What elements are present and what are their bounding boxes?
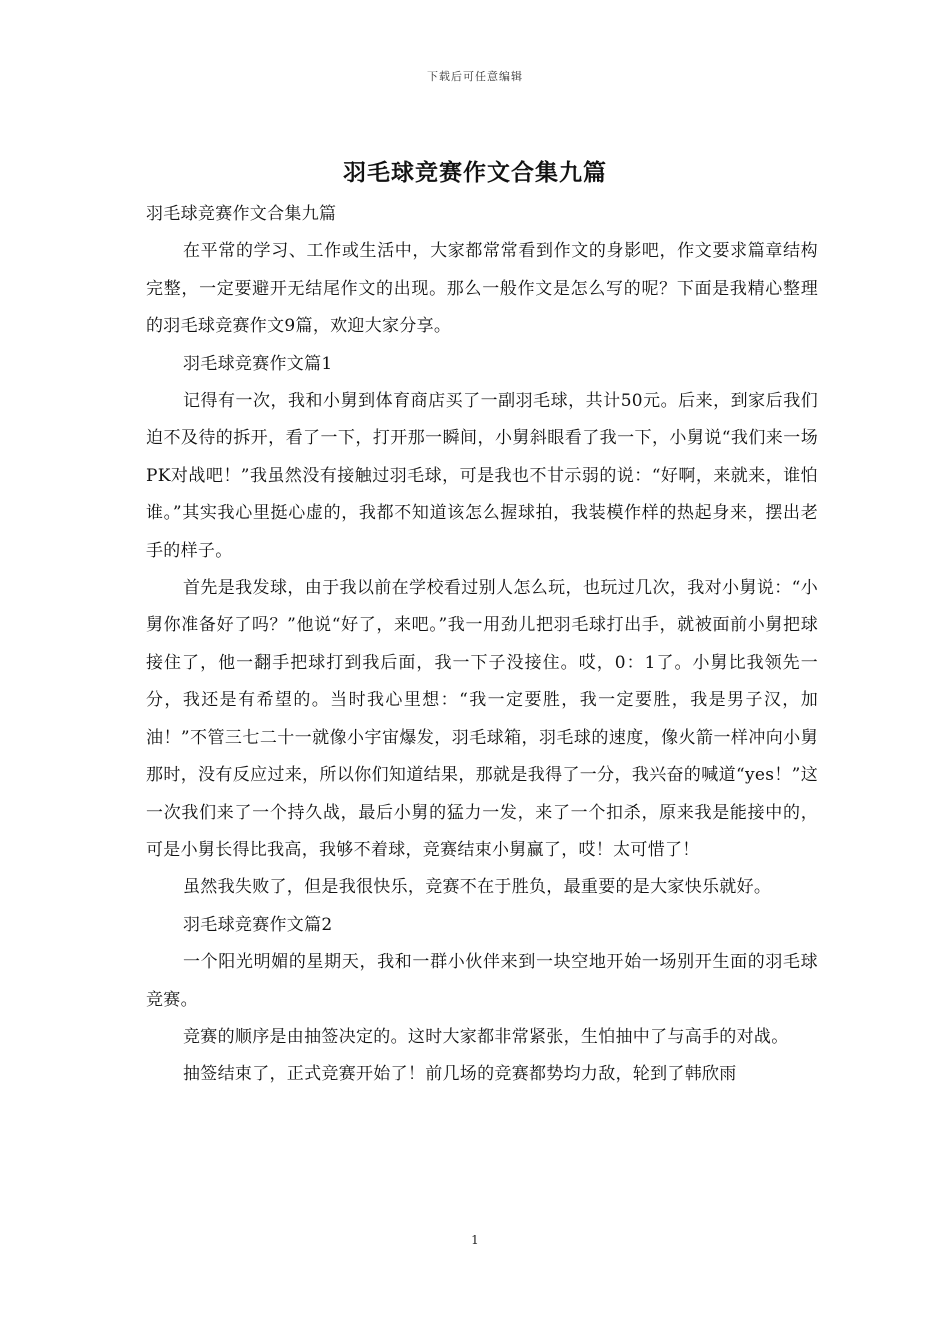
document-body [146,196,818,1094]
paragraph: 记得有一次，我和小舅到体育商店买了一副羽毛球，共计50元。后来，到家后我们迫不及待的拆开，看了一下，打开那一瞬间，小舅斜眼看了我一下，小舅说“我们来一场PK对战吧！”我虽然没有接触过羽毛球，可是我也不甘示弱的说：“好啊，来就来，谁怕谁。”其实我心里挺心虚的，我都不知道该怎么握球拍，我装模作样的热起身来，摆出老手的样子。 [146,391,818,561]
document-title: 羽毛球竞赛作文合集九篇 [343,159,607,186]
paragraph: 抽签结束了，正式竞赛开始了！前几场的竞赛都势均力敌，轮到了韩欣雨 [183,1064,737,1085]
paragraph: 首先是我发球，由于我以前在学校看过别人怎么玩，也玩过几次，我对小舅说：“小舅你准备好了吗？”他说“好了，来吧。”我一用劲儿把羽毛球打出手，就被面前小舅把球接住了，他一翻手把球打到我后面，我一下子没接住。哎，0：1了。小舅比我领先一分，我还是有希望的。当时我心里想：“我一定要胜，我一定要胜，我是男子汉，加油！”不管三七二十一就像小宇宙爆发，羽毛球箱，羽毛球的速度，像火箭一样冲向小舅那时，没有反应过来，所以你们知道结果，那就是我得了一分，我兴奋的喊道“yes！”这一次我们来了一个持久战，最后小舅的猛力一发，来了一个扣杀，原来我是能接中的，可是小舅长得比我高，我够不着球，竞赛结束小舅赢了，哎！太可惜了！ [146,578,818,860]
paragraph: 在平常的学习、工作或生活中，大家都常常看到作文的身影吧，作文要求篇章结构完整，一定要避开无结尾作文的出现。那么一般作文是怎么写的呢？下面是我精心整理的羽毛球竞赛作文9篇，欢迎大家分享。 [146,241,818,337]
section-heading: 羽毛球竞赛作文篇2 [183,914,333,935]
page-number: 1 [471,1233,479,1247]
paragraph: 一个阳光明媚的星期天，我和一群小伙伴来到一块空地开始一场别开生面的羽毛球竞赛。 [146,952,818,1010]
section-heading: 羽毛球竞赛作文篇1 [183,353,333,374]
paragraph: 羽毛球竞赛作文合集九篇 [146,204,337,224]
paragraph: 竞赛的顺序是由抽签决定的。这时大家都非常紧张，生怕抽中了与高手的对战。 [183,1026,789,1047]
paragraph: 虽然我失败了，但是我很快乐，竞赛不在于胜负，最重要的是大家快乐就好。 [183,877,772,898]
page-header-note: 下载后可任意编辑 [427,70,523,83]
